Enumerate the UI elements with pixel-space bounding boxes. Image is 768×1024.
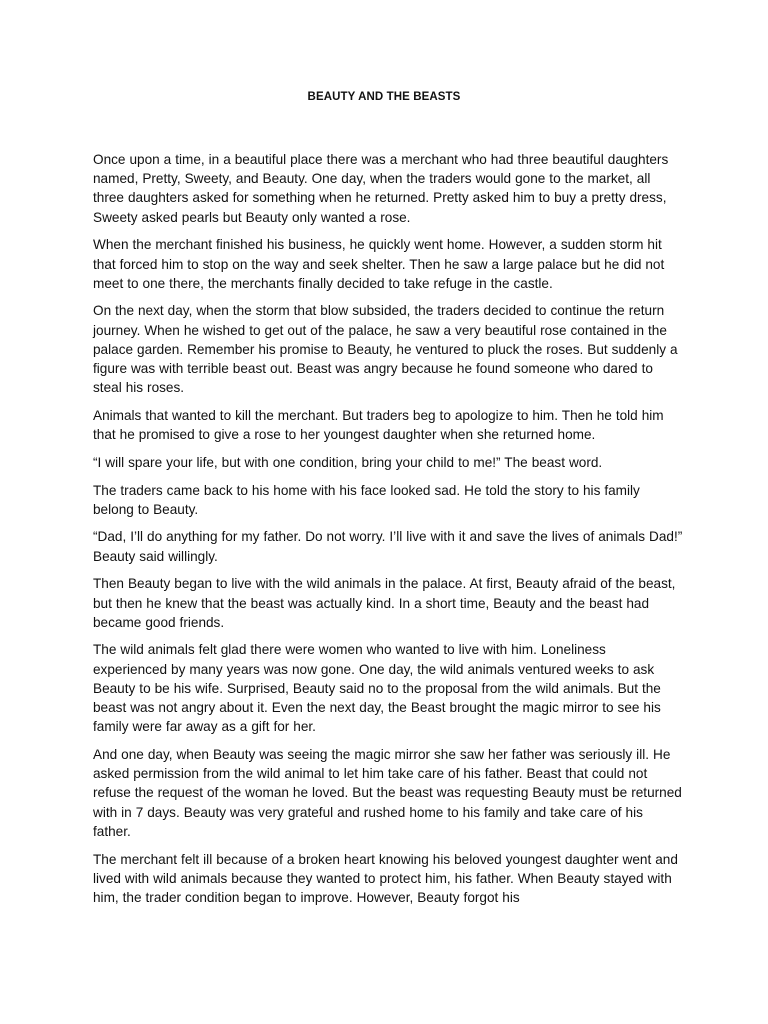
paragraph: Animals that wanted to kill the merchant. But traders beg to apologize to him. Then he told him that he promised to give a rose to her youngest daughter when she returned home. [93, 407, 664, 443]
paragraph: “I will spare your life, but with one condition, bring your child to me!” The beast word. [93, 454, 603, 470]
document-body [93, 150, 683, 916]
paragraph: On the next day, when the storm that blow subsided, the traders decided to continue the return journey. When he wished to get out of the palace, he saw a very beautiful rose contained in the palace garden. Remember his promise to Beauty, he ventured to pluck the roses. But suddenly a figure was with terrible beast out. Beast was angry because he found someone who dared to steal his roses. [93, 303, 678, 396]
paragraph: The merchant felt ill because of a broken heart knowing his beloved youngest daughter went and lived with wild animals because they wanted to protect him, his father. When Beauty stayed with him, the trader condition began to improve. However, Beauty forgot his [93, 851, 678, 905]
paragraph: Then Beauty began to live with the wild animals in the palace. At first, Beauty afraid of the beast, but then he knew that the beast was actually kind. In a short time, Beauty and the beast had became good friends. [93, 576, 676, 630]
paragraph: “Dad, I’ll do anything for my father. Do not worry. I’ll live with it and save the lives of animals Dad!” Beauty said willingly. [93, 529, 683, 564]
paragraph: And one day, when Beauty was seeing the magic mirror she saw her father was seriously ill. He asked permission from the wild animal to let him take care of his father. Beast that could not refuse the request of the woman he loved. But the beast was requesting Beauty must be returned with in 7 days. Beauty was very grateful and rushed home to his family and take care of his father. [93, 746, 682, 839]
paragraph: The wild animals felt glad there were women who wanted to live with him. Loneliness experienced by many years was now gone. One day, the wild animals ventured weeks to ask Beauty to be his wife. Surprised, Beauty said no to the proposal from the wild animals. But the beast was not angry about it. Even the next day, the Beast brought the magic mirror to see his family were far away as a gift for her. [93, 642, 661, 735]
document-title: BEAUTY AND THE BEASTS [307, 91, 461, 103]
paragraph: When the merchant finished his business, he quickly went home. However, a sudden storm hit that forced him to stop on the way and seek shelter. Then he saw a large palace but he did not meet to one there, the merchants finally decided to take refuge in the castle. [93, 237, 665, 291]
paragraph: Once upon a time, in a beautiful place there was a merchant who had three beautiful daughters named, Pretty, Sweety, and Beauty. One day, when the traders would gone to the market, all three daughters asked for something when he returned. Pretty asked him to buy a pretty dress, Sweety asked pearls but Beauty only wanted a rose. [93, 152, 669, 225]
paragraph: The traders came back to his home with his face looked sad. He told the story to his family belong to Beauty. [93, 482, 640, 517]
